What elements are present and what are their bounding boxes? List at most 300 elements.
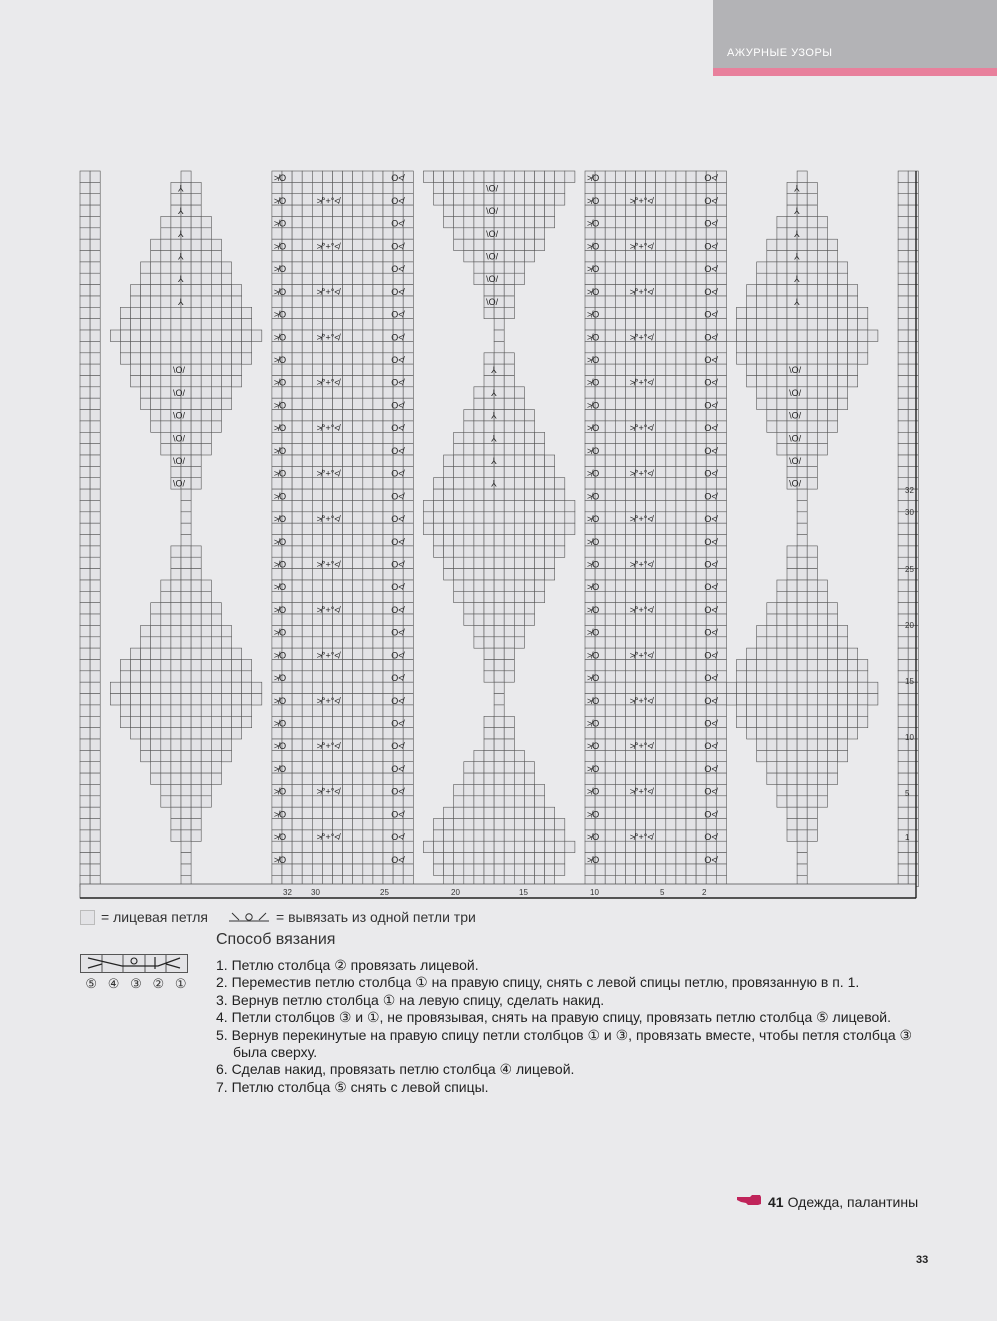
chart-cell: [343, 228, 353, 239]
chart-cell: [827, 739, 837, 750]
chart-cell: [666, 535, 676, 546]
chart-cell: [908, 398, 918, 409]
chart-cell: [716, 444, 726, 455]
chart-cell: [838, 387, 848, 398]
make-three-icon: \O/: [789, 456, 802, 466]
chart-cell: [90, 819, 100, 830]
chart-cell: [898, 205, 908, 216]
chart-cell: [363, 455, 373, 466]
chart-cell: [817, 784, 827, 795]
chart-cell: [666, 296, 676, 307]
chart-cell: [191, 660, 201, 671]
chart-cell: [636, 853, 646, 864]
chart-cell: [605, 694, 615, 705]
chart-cell: [312, 750, 322, 761]
chart-cell: [373, 194, 383, 205]
chart-cell: [787, 353, 797, 364]
chart-cell: [363, 841, 373, 852]
chart-cell: [908, 750, 918, 761]
chart-cell: [908, 455, 918, 466]
chart-cell: [545, 807, 555, 818]
chart-cell: [282, 364, 292, 375]
chart-cell: [686, 637, 696, 648]
chart-cell: [646, 705, 656, 716]
chart-cell: [444, 216, 454, 227]
chart-cell: [676, 796, 686, 807]
chart-cell: [716, 387, 726, 398]
chart-cell: [181, 705, 191, 716]
chart-cell: [767, 251, 777, 262]
chart-cell: [514, 251, 524, 262]
chart-cell: [444, 478, 454, 489]
chart-cell: [524, 194, 534, 205]
chart-cell: [585, 478, 595, 489]
chart-cell: [817, 330, 827, 341]
chart-cell: [807, 569, 817, 580]
chart-cell: [211, 421, 221, 432]
chart-cell: [757, 671, 767, 682]
chart-cell: [898, 716, 908, 727]
chart-cell: [333, 728, 343, 739]
chart-cell: [171, 239, 181, 250]
chart-cell: [403, 716, 413, 727]
chart-cell: [312, 625, 322, 636]
chart-cell: [838, 341, 848, 352]
chart-cell: [676, 341, 686, 352]
chart-cell: [908, 273, 918, 284]
chart-cell: [393, 319, 403, 330]
chart-cell: [90, 364, 100, 375]
chart-cell: [363, 819, 373, 830]
chart-cell: [787, 807, 797, 818]
chart-cell: [171, 194, 181, 205]
chart-cell: [636, 728, 646, 739]
chart-cell: [605, 398, 615, 409]
chart-cell: [686, 546, 696, 557]
chart-cell: [80, 307, 90, 318]
chart-cell: [221, 307, 231, 318]
chart-cell: [817, 682, 827, 693]
chart-cell: [141, 387, 151, 398]
chart-cell: [646, 364, 656, 375]
chart-cell: [908, 591, 918, 602]
chart-cell: [373, 512, 383, 523]
chart-cell: [524, 796, 534, 807]
chart-cell: [201, 285, 211, 296]
chart-cell: [898, 864, 908, 875]
chart-cell: [80, 341, 90, 352]
cable-twist-icon: ≯O: [587, 673, 600, 684]
chart-cell: [141, 660, 151, 671]
chart-cell: [312, 705, 322, 716]
chart-cell: [181, 603, 191, 614]
chart-cell: [383, 796, 393, 807]
chart-cell: [181, 341, 191, 352]
chart-cell: [373, 387, 383, 398]
chart-cell: [524, 819, 534, 830]
chart-cell: [312, 341, 322, 352]
chart-cell: [302, 421, 312, 432]
chart-cell: [605, 285, 615, 296]
chart-cell: [524, 546, 534, 557]
cable-twist-icon: ≯O: [273, 854, 287, 865]
chart-cell: [191, 330, 201, 341]
chart-cell: [807, 296, 817, 307]
chart-cell: [363, 591, 373, 602]
chart-cell: [504, 228, 514, 239]
chart-cell: [201, 660, 211, 671]
chart-cell: [403, 739, 413, 750]
chart-cell: [353, 705, 363, 716]
chart-cell: [777, 660, 787, 671]
chart-cell: [80, 819, 90, 830]
cable-twist-icon: ≯O: [587, 445, 600, 456]
chart-cell: [524, 535, 534, 546]
chart-cell: [322, 580, 332, 591]
chart-cell: [797, 716, 807, 727]
cable-twist-icon: ≯O: [273, 673, 287, 684]
chart-cell: [656, 739, 666, 750]
chart-cell: [535, 591, 545, 602]
chart-cell: [171, 694, 181, 705]
chart-cell: [211, 682, 221, 693]
chart-cell: [636, 262, 646, 273]
step-6: 6. Сделав накид, провязать петлю столбца ④ лицевой.: [216, 1061, 575, 1078]
chart-cell: [322, 660, 332, 671]
chart-cell: [767, 614, 777, 625]
chart-cell: [292, 535, 302, 546]
chart-cell: [898, 273, 908, 284]
chart-cell: [797, 489, 807, 500]
chart-cell: [585, 364, 595, 375]
chart-cell: [181, 841, 191, 852]
row-number-label: 30: [905, 508, 914, 517]
chart-cell: [484, 660, 494, 671]
pointing-hand-icon: [736, 1193, 762, 1210]
chart-cell: [272, 364, 282, 375]
chart-cell: [272, 796, 282, 807]
column-number-label: 15: [519, 888, 528, 897]
chart-cell: [312, 205, 322, 216]
chart-cell: [494, 625, 504, 636]
chart-cell: [807, 421, 817, 432]
chart-cell: [807, 705, 817, 716]
chart-cell: [474, 421, 484, 432]
chart-cell: [625, 535, 635, 546]
chart-cell: [343, 194, 353, 205]
chart-cell: [686, 341, 696, 352]
chart-cell: [858, 353, 868, 364]
chart-cell: [686, 285, 696, 296]
make-three-icon: \O/: [173, 387, 186, 398]
chart-cell: [232, 330, 242, 341]
chart-cell: [333, 864, 343, 875]
chart-cell: [343, 455, 353, 466]
chart-cell: [676, 319, 686, 330]
chart-cell: [676, 762, 686, 773]
chart-cell: [625, 523, 635, 534]
chart-cell: [777, 341, 787, 352]
chart-cell: [524, 853, 534, 864]
chart-cell: [696, 205, 706, 216]
chart-cell: [807, 376, 817, 387]
cable-twist-icon: ≯O: [273, 491, 287, 502]
chart-cell: [363, 194, 373, 205]
chart-cell: [151, 285, 161, 296]
chart-cell: [817, 341, 827, 352]
chart-cell: [656, 228, 666, 239]
cable-twist-icon: ≯O: [273, 627, 287, 638]
chart-cell: [211, 273, 221, 284]
chart-cell: [191, 648, 201, 659]
chart-cell: [686, 830, 696, 841]
chart-cell: [312, 319, 322, 330]
chart-cell: [464, 762, 474, 773]
chart-cell: [151, 648, 161, 659]
chart-cell: [90, 307, 100, 318]
chart-cell: [232, 376, 242, 387]
chart-cell: [555, 489, 565, 500]
chart-cell: [444, 853, 454, 864]
chart-cell: [605, 784, 615, 795]
cable-twist-icon: ≯O: [587, 604, 600, 615]
chart-cell: [605, 262, 615, 273]
chart-cell: [302, 864, 312, 875]
chart-cell: [161, 660, 171, 671]
row-number-label: 1: [905, 833, 910, 842]
chart-cell: [333, 251, 343, 262]
chart-cell: [333, 614, 343, 625]
chart-cell: [605, 364, 615, 375]
chart-cell: [646, 182, 656, 193]
chart-cell: [656, 432, 666, 443]
chart-cell: [292, 319, 302, 330]
chart-cell: [716, 478, 726, 489]
chart-cell: [898, 762, 908, 773]
section-title: АЖУРНЫЕ УЗОРЫ: [727, 47, 833, 59]
make-three-icon: \O/: [173, 365, 186, 376]
chart-cell: [666, 285, 676, 296]
chart-cell: [343, 671, 353, 682]
chart-cell: [696, 364, 706, 375]
chart-cell: [161, 319, 171, 330]
chart-cell: [898, 364, 908, 375]
chart-cell: [464, 466, 474, 477]
chart-cell: [716, 398, 726, 409]
chart-cell: [474, 750, 484, 761]
chart-cell: [605, 500, 615, 511]
cable-cross-icon: ≯°+°≮: [629, 332, 653, 343]
chart-cell: [353, 512, 363, 523]
chart-cell: [383, 864, 393, 875]
chart-cell: [383, 251, 393, 262]
chart-cell: [272, 546, 282, 557]
chart-cell: [494, 569, 504, 580]
chart-cell: [514, 512, 524, 523]
chart-cell: [343, 273, 353, 284]
chart-cell: [403, 603, 413, 614]
chart-cell: [312, 864, 322, 875]
chart-cell: [454, 557, 464, 568]
chart-cell: [373, 330, 383, 341]
chart-cell: [514, 216, 524, 227]
chart-cell: [201, 398, 211, 409]
chart-cell: [636, 273, 646, 284]
chart-cell: [797, 546, 807, 557]
chart-cell: [696, 614, 706, 625]
chart-cell: [848, 364, 858, 375]
chart-cell: [797, 285, 807, 296]
chart-cell: [807, 580, 817, 591]
chart-cell: [181, 739, 191, 750]
chart-cell: [141, 625, 151, 636]
chart-cell: [817, 603, 827, 614]
chart-cell: [171, 705, 181, 716]
chart-cell: [838, 398, 848, 409]
cable-twist-icon: ≯O: [273, 309, 287, 320]
chart-cell: [272, 387, 282, 398]
chart-cell: [797, 444, 807, 455]
chart-cell: [666, 171, 676, 182]
chart-cell: [646, 682, 656, 693]
chart-cell: [817, 376, 827, 387]
chart-cell: [131, 648, 141, 659]
chart-cell: [817, 728, 827, 739]
chart-cell: [767, 353, 777, 364]
chart-cell: [524, 569, 534, 580]
chart-cell: [312, 682, 322, 693]
chart-cell: [595, 682, 605, 693]
chart-cell: [312, 273, 322, 284]
chart-cell: [797, 319, 807, 330]
chart-cell: [494, 285, 504, 296]
chart-cell: [373, 625, 383, 636]
chart-cell: [757, 694, 767, 705]
chart-cell: [545, 205, 555, 216]
cross-reference: [736, 1193, 918, 1210]
chart-cell: [484, 546, 494, 557]
chart-cell: [272, 705, 282, 716]
chart-cell: [393, 750, 403, 761]
chart-cell: [595, 341, 605, 352]
chart-cell: [807, 671, 817, 682]
chart-cell: [302, 580, 312, 591]
chart-cell: [403, 478, 413, 489]
chart-cell: [535, 864, 545, 875]
cable-twist-icon: ≯O: [587, 423, 600, 434]
cable-cross-icon: ≯°+°≮: [629, 786, 653, 797]
chart-cell: [716, 591, 726, 602]
chart-cell: [666, 364, 676, 375]
chart-cell: [494, 194, 504, 205]
chart-cell: [343, 739, 353, 750]
chart-cell: [454, 830, 464, 841]
chart-cell: [615, 580, 625, 591]
chart-cell: [817, 228, 827, 239]
chart-cell: [322, 228, 332, 239]
chart-cell: [232, 307, 242, 318]
chart-cell: [211, 398, 221, 409]
chart-cell: [181, 614, 191, 625]
chart-cell: [302, 410, 312, 421]
chart-cell: [777, 625, 787, 636]
chart-cell: [706, 796, 716, 807]
chart-cell: [807, 330, 817, 341]
chart-cell: [797, 807, 807, 818]
chart-cell: [292, 648, 302, 659]
chart-cell: [585, 251, 595, 262]
chart-cell: [646, 591, 656, 602]
chart-cell: [90, 489, 100, 500]
chart-cell: [484, 580, 494, 591]
chart-cell: [504, 535, 514, 546]
chart-cell: [444, 182, 454, 193]
chart-cell: [777, 364, 787, 375]
chart-cell: [191, 319, 201, 330]
chart-cell: [403, 557, 413, 568]
chart-cell: [636, 216, 646, 227]
chart-cell: [292, 864, 302, 875]
chart-cell: [908, 353, 918, 364]
chart-cell: [292, 171, 302, 182]
chart-cell: [767, 705, 777, 716]
chart-cell: [636, 500, 646, 511]
chart-cell: [232, 705, 242, 716]
chart-cell: [454, 500, 464, 511]
chart-cell: [373, 171, 383, 182]
make-three-icon: \O/: [789, 387, 802, 398]
chart-cell: [716, 523, 726, 534]
chart-cell: [747, 648, 757, 659]
chart-cell: [676, 421, 686, 432]
chart-cell: [292, 353, 302, 364]
chart-cell: [484, 841, 494, 852]
chart-cell: [353, 648, 363, 659]
chart-cell: [333, 432, 343, 443]
chart-cell: [555, 841, 565, 852]
chart-cell: [333, 523, 343, 534]
chart-cell: [807, 614, 817, 625]
chart-cell: [797, 682, 807, 693]
chart-cell: [120, 353, 130, 364]
chart-cell: [817, 648, 827, 659]
chart-cell: [171, 569, 181, 580]
chart-cell: [201, 580, 211, 591]
chart-cell: [80, 591, 90, 602]
chart-cell: [504, 512, 514, 523]
chart-cell: [524, 489, 534, 500]
chart-cell: [737, 716, 747, 727]
chart-cell: [292, 625, 302, 636]
chart-cell: [605, 728, 615, 739]
chart-cell: [181, 512, 191, 523]
page-number: 33: [916, 1254, 929, 1266]
chart-cell: [353, 853, 363, 864]
chart-cell: [282, 660, 292, 671]
chart-cell: [333, 262, 343, 273]
chart-cell: [302, 307, 312, 318]
chart-cell: [514, 194, 524, 205]
chart-cell: [686, 625, 696, 636]
chart-cell: [737, 694, 747, 705]
chart-cell: [777, 216, 787, 227]
cable-twist-icon: O≮: [704, 741, 717, 752]
chart-cell: [474, 523, 484, 534]
chart-cell: [171, 739, 181, 750]
chart-cell: [656, 489, 666, 500]
chart-cell: [777, 705, 787, 716]
chart-cell: [403, 773, 413, 784]
